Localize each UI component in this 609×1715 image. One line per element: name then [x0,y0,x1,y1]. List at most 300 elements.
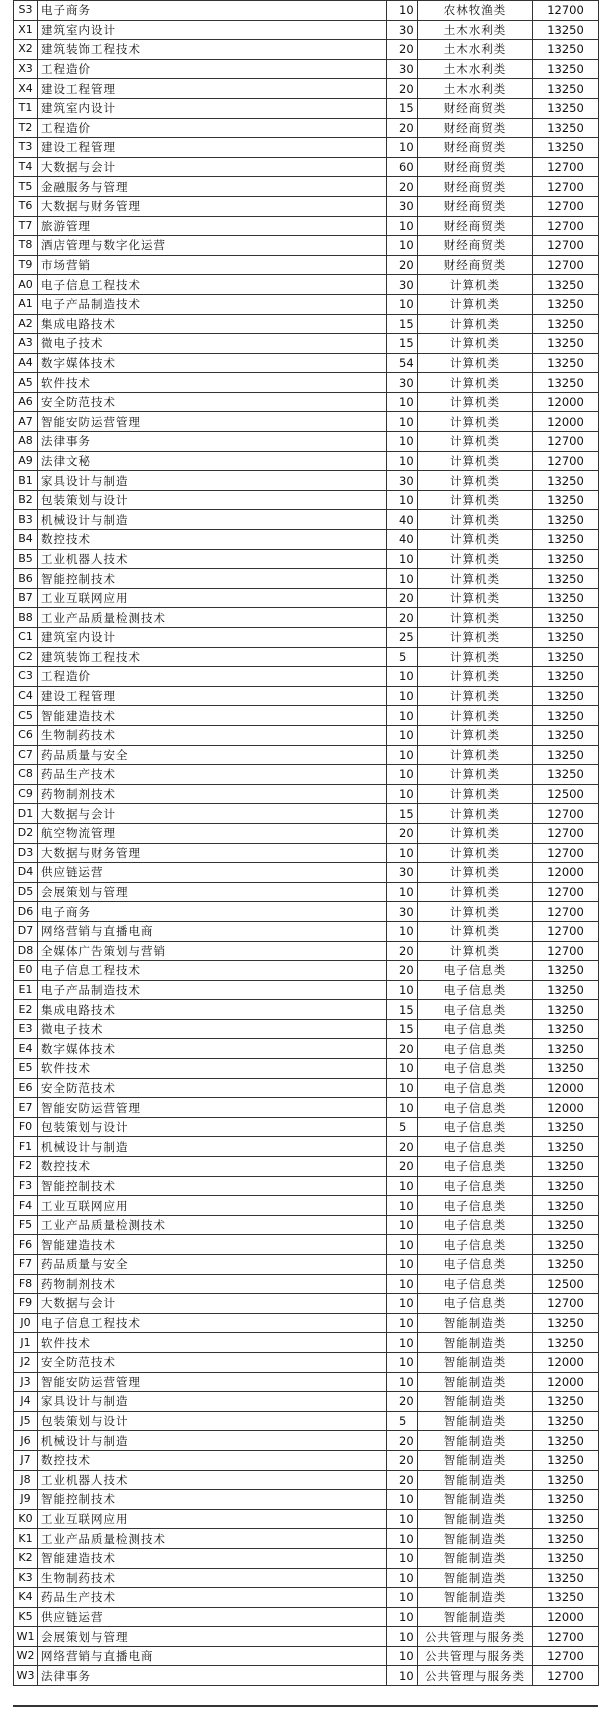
category-cell: 土木水利类 [418,79,533,99]
enrollment-count-cell: 10 [387,1255,418,1275]
major-name-cell: 智能控制技术 [38,1176,387,1196]
major-code-cell: E5 [14,1059,38,1079]
tuition-fee-cell: 12700 [533,804,599,824]
major-name-cell: 数控技术 [38,1157,387,1177]
category-cell: 计算机类 [418,294,533,314]
category-cell: 计算机类 [418,863,533,883]
major-code-cell: F9 [14,1294,38,1314]
table-row [14,804,599,824]
enrollment-count-cell: 10 [387,1333,418,1353]
category-cell: 计算机类 [418,921,533,941]
table-row [14,1176,599,1196]
category-cell: 计算机类 [418,549,533,569]
major-name-cell: 机械设计与制造 [38,1431,387,1451]
major-name-cell: 工程造价 [38,118,387,138]
table-row [14,961,599,981]
enrollment-count-cell: 20 [387,1157,418,1177]
major-name-cell: 工业产品质量检测技术 [38,1215,387,1235]
category-cell: 计算机类 [418,353,533,373]
table-row [14,138,599,158]
tuition-fee-cell: 13250 [533,79,599,99]
major-name-cell: 智能安防运营管理 [38,1098,387,1118]
major-code-cell: E7 [14,1098,38,1118]
table-row [14,157,599,177]
enrollment-count-cell: 10 [387,1313,418,1333]
category-cell: 电子信息类 [418,1059,533,1079]
major-code-cell: W1 [14,1627,38,1647]
major-name-cell: 药物制剂技术 [38,1274,387,1294]
major-name-cell: 集成电路技术 [38,314,387,334]
table-row [14,1568,599,1588]
enrollment-count-cell: 20 [387,1137,418,1157]
category-cell: 计算机类 [418,941,533,961]
enrollment-table-container [13,0,599,1686]
category-cell: 计算机类 [418,275,533,295]
major-code-cell: K3 [14,1568,38,1588]
tuition-fee-cell: 12700 [533,236,599,256]
major-name-cell: 智能建造技术 [38,1548,387,1568]
major-name-cell: 工业机器人技术 [38,1470,387,1490]
major-code-cell: J9 [14,1490,38,1510]
tuition-fee-cell: 12700 [533,1646,599,1666]
enrollment-count-cell: 10 [387,1352,418,1372]
tuition-fee-cell: 12700 [533,902,599,922]
major-name-cell: 软件技术 [38,1059,387,1079]
table-row [14,1098,599,1118]
major-code-cell: T7 [14,216,38,236]
category-cell: 电子信息类 [418,1098,533,1118]
major-name-cell: 药品生产技术 [38,1588,387,1608]
table-row [14,59,599,79]
major-code-cell: C3 [14,667,38,687]
category-cell: 计算机类 [418,765,533,785]
enrollment-count-cell: 20 [387,823,418,843]
table-row [14,1509,599,1529]
major-code-cell: K4 [14,1588,38,1608]
major-name-cell: 生物制药技术 [38,1568,387,1588]
table-row [14,882,599,902]
category-cell: 财经商贸类 [418,157,533,177]
major-name-cell: 建设工程管理 [38,79,387,99]
enrollment-count-cell: 10 [387,1509,418,1529]
major-name-cell: 工业产品质量检测技术 [38,1529,387,1549]
enrollment-count-cell: 10 [387,412,418,432]
tuition-fee-cell: 13250 [533,745,599,765]
major-code-cell: F0 [14,1117,38,1137]
tuition-fee-cell: 13250 [533,1059,599,1079]
major-name-cell: 法律事务 [38,432,387,452]
table-row [14,921,599,941]
major-code-cell: C9 [14,784,38,804]
enrollment-count-cell: 10 [387,549,418,569]
major-code-cell: B3 [14,510,38,530]
enrollment-count-cell: 20 [387,608,418,628]
category-cell: 财经商贸类 [418,138,533,158]
major-name-cell: 工程造价 [38,667,387,687]
enrollment-count-cell: 10 [387,1176,418,1196]
table-row [14,1,599,21]
major-code-cell: J1 [14,1333,38,1353]
major-code-cell: A7 [14,412,38,432]
category-cell: 计算机类 [418,392,533,412]
tuition-fee-cell: 13250 [533,569,599,589]
tuition-fee-cell: 13250 [533,1548,599,1568]
category-cell: 财经商贸类 [418,98,533,118]
enrollment-count-cell: 30 [387,196,418,216]
table-row [14,1588,599,1608]
category-cell: 智能制造类 [418,1548,533,1568]
category-cell: 电子信息类 [418,1137,533,1157]
major-code-cell: C5 [14,706,38,726]
major-name-cell: 智能安防运营管理 [38,1372,387,1392]
enrollment-count-cell: 10 [387,1078,418,1098]
category-cell: 计算机类 [418,490,533,510]
major-code-cell: C4 [14,686,38,706]
major-code-cell: D1 [14,804,38,824]
major-name-cell: 软件技术 [38,373,387,393]
major-code-cell: F7 [14,1255,38,1275]
major-name-cell: 数控技术 [38,530,387,550]
enrollment-count-cell: 10 [387,1372,418,1392]
enrollment-count-cell: 10 [387,1568,418,1588]
tuition-fee-cell: 13250 [533,1000,599,1020]
major-code-cell: C2 [14,647,38,667]
tuition-fee-cell: 12000 [533,1352,599,1372]
enrollment-count-cell: 20 [387,177,418,197]
category-cell: 电子信息类 [418,1000,533,1020]
major-name-cell: 市场营销 [38,255,387,275]
enrollment-count-cell: 54 [387,353,418,373]
table-row [14,1019,599,1039]
major-code-cell: A5 [14,373,38,393]
tuition-fee-cell: 12700 [533,1627,599,1647]
table-row [14,1411,599,1431]
category-cell: 智能制造类 [418,1607,533,1627]
tuition-fee-cell: 13250 [533,1568,599,1588]
enrollment-count-cell: 20 [387,79,418,99]
category-cell: 智能制造类 [418,1490,533,1510]
major-name-cell: 家具设计与制造 [38,471,387,491]
tuition-fee-cell: 12000 [533,412,599,432]
major-code-cell: T4 [14,157,38,177]
enrollment-count-cell: 20 [387,40,418,60]
enrollment-count-cell: 10 [387,667,418,687]
tuition-fee-cell: 13250 [533,1215,599,1235]
major-code-cell: B4 [14,530,38,550]
tuition-fee-cell: 13250 [533,1196,599,1216]
table-row [14,1529,599,1549]
enrollment-count-cell: 20 [387,1431,418,1451]
table-row [14,1137,599,1157]
table-row [14,118,599,138]
tuition-fee-cell: 13250 [533,667,599,687]
major-code-cell: E4 [14,1039,38,1059]
major-name-cell: 包装策划与设计 [38,1117,387,1137]
table-row [14,980,599,1000]
enrollment-count-cell: 10 [387,1274,418,1294]
table-row [14,1215,599,1235]
table-row [14,177,599,197]
table-row [14,1333,599,1353]
tuition-fee-cell: 13250 [533,1117,599,1137]
tuition-fee-cell: 13250 [533,1411,599,1431]
tuition-fee-cell: 12000 [533,392,599,412]
major-code-cell: J5 [14,1411,38,1431]
enrollment-count-cell: 10 [387,216,418,236]
enrollment-count-cell: 10 [387,1529,418,1549]
table-row [14,1117,599,1137]
table-row [14,765,599,785]
enrollment-count-cell: 10 [387,843,418,863]
tuition-fee-cell: 12700 [533,177,599,197]
major-name-cell: 软件技术 [38,1333,387,1353]
table-row [14,1294,599,1314]
enrollment-count-cell: 20 [387,588,418,608]
enrollment-count-cell: 5 [387,1411,418,1431]
table-row [14,451,599,471]
enrollment-count-cell: 30 [387,59,418,79]
table-row [14,471,599,491]
category-cell: 计算机类 [418,569,533,589]
category-cell: 计算机类 [418,412,533,432]
table-row [14,863,599,883]
major-name-cell: 药物制剂技术 [38,784,387,804]
tuition-fee-cell: 13250 [533,1019,599,1039]
major-name-cell: 电子产品制造技术 [38,980,387,1000]
major-name-cell: 建筑室内设计 [38,20,387,40]
major-name-cell: 集成电路技术 [38,1000,387,1020]
major-code-cell: E1 [14,980,38,1000]
major-code-cell: B1 [14,471,38,491]
table-row [14,334,599,354]
tuition-fee-cell: 12000 [533,1607,599,1627]
major-code-cell: J2 [14,1352,38,1372]
table-row [14,255,599,275]
table-row [14,608,599,628]
major-code-cell: A1 [14,294,38,314]
table-row [14,1255,599,1275]
enrollment-count-cell: 40 [387,530,418,550]
major-name-cell: 大数据与财务管理 [38,843,387,863]
major-code-cell: S3 [14,1,38,21]
enrollment-count-cell: 10 [387,921,418,941]
category-cell: 计算机类 [418,530,533,550]
major-code-cell: J0 [14,1313,38,1333]
category-cell: 计算机类 [418,745,533,765]
major-code-cell: D2 [14,823,38,843]
category-cell: 智能制造类 [418,1529,533,1549]
enrollment-count-cell: 30 [387,863,418,883]
major-name-cell: 智能安防运营管理 [38,412,387,432]
tuition-fee-cell: 13250 [533,59,599,79]
table-row [14,706,599,726]
major-code-cell: A4 [14,353,38,373]
major-code-cell: A2 [14,314,38,334]
category-cell: 智能制造类 [418,1450,533,1470]
major-name-cell: 智能控制技术 [38,1490,387,1510]
major-name-cell: 包装策划与设计 [38,1411,387,1431]
table-row [14,79,599,99]
major-name-cell: 会展策划与管理 [38,882,387,902]
major-code-cell: F2 [14,1157,38,1177]
major-code-cell: C7 [14,745,38,765]
table-row [14,490,599,510]
major-code-cell: K2 [14,1548,38,1568]
enrollment-count-cell: 10 [387,1548,418,1568]
tuition-fee-cell: 12700 [533,843,599,863]
table-row [14,40,599,60]
category-cell: 智能制造类 [418,1470,533,1490]
category-cell: 电子信息类 [418,1235,533,1255]
category-cell: 计算机类 [418,314,533,334]
tuition-fee-cell: 12000 [533,1372,599,1392]
table-row [14,510,599,530]
tuition-fee-cell: 12700 [533,196,599,216]
category-cell: 电子信息类 [418,1274,533,1294]
table-row [14,1196,599,1216]
enrollment-count-cell: 10 [387,1196,418,1216]
tuition-fee-cell: 13250 [533,549,599,569]
enrollment-count-cell: 20 [387,255,418,275]
tuition-fee-cell: 13250 [533,510,599,530]
major-name-cell: 供应链运营 [38,863,387,883]
major-name-cell: 大数据与会计 [38,157,387,177]
tuition-fee-cell: 12000 [533,863,599,883]
tuition-fee-cell: 12000 [533,1098,599,1118]
enrollment-count-cell: 10 [387,1627,418,1647]
major-name-cell: 生物制药技术 [38,725,387,745]
category-cell: 电子信息类 [418,1176,533,1196]
major-name-cell: 微电子技术 [38,1019,387,1039]
enrollment-count-cell: 20 [387,1450,418,1470]
major-name-cell: 电子商务 [38,902,387,922]
major-name-cell: 药品质量与安全 [38,1255,387,1275]
tuition-fee-cell: 13250 [533,1431,599,1451]
category-cell: 财经商贸类 [418,236,533,256]
tuition-fee-cell: 12500 [533,1274,599,1294]
category-cell: 电子信息类 [418,1019,533,1039]
table-row [14,1372,599,1392]
enrollment-count-cell: 15 [387,314,418,334]
enrollment-count-cell: 10 [387,569,418,589]
enrollment-count-cell: 20 [387,1470,418,1490]
major-code-cell: C6 [14,725,38,745]
major-code-cell: T5 [14,177,38,197]
major-name-cell: 航空物流管理 [38,823,387,843]
major-name-cell: 建筑装饰工程技术 [38,647,387,667]
enrollment-count-cell: 10 [387,765,418,785]
major-name-cell: 包装策划与设计 [38,490,387,510]
tuition-fee-cell: 13250 [533,1529,599,1549]
enrollment-count-cell: 10 [387,1490,418,1510]
table-row [14,1000,599,1020]
tuition-fee-cell: 13250 [533,961,599,981]
major-code-cell: E2 [14,1000,38,1020]
major-name-cell: 法律事务 [38,1666,387,1686]
tuition-fee-cell: 13250 [533,40,599,60]
category-cell: 土木水利类 [418,40,533,60]
category-cell: 计算机类 [418,334,533,354]
category-cell: 土木水利类 [418,20,533,40]
table-row [14,294,599,314]
major-code-cell: X2 [14,40,38,60]
enrollment-count-cell: 20 [387,941,418,961]
category-cell: 智能制造类 [418,1392,533,1412]
table-row [14,98,599,118]
enrollment-count-cell: 30 [387,373,418,393]
category-cell: 计算机类 [418,823,533,843]
table-row [14,275,599,295]
major-code-cell: A3 [14,334,38,354]
major-code-cell: D8 [14,941,38,961]
table-row [14,823,599,843]
major-code-cell: D4 [14,863,38,883]
enrollment-count-cell: 25 [387,628,418,648]
table-row [14,1646,599,1666]
category-cell: 计算机类 [418,510,533,530]
major-name-cell: 法律文秘 [38,451,387,471]
enrollment-count-cell: 15 [387,98,418,118]
tuition-fee-cell: 13250 [533,334,599,354]
table-row [14,1666,599,1686]
major-name-cell: 电子信息工程技术 [38,961,387,981]
major-code-cell: T1 [14,98,38,118]
tuition-fee-cell: 12700 [533,255,599,275]
table-row [14,432,599,452]
enrollment-count-cell: 15 [387,804,418,824]
table-row [14,569,599,589]
category-cell: 计算机类 [418,628,533,648]
tuition-fee-cell: 13250 [533,1490,599,1510]
major-name-cell: 金融服务与管理 [38,177,387,197]
tuition-fee-cell: 12000 [533,1078,599,1098]
table-row [14,353,599,373]
major-name-cell: 工业机器人技术 [38,549,387,569]
major-code-cell: J6 [14,1431,38,1451]
category-cell: 农林牧渔类 [418,1,533,21]
tuition-fee-cell: 13250 [533,275,599,295]
table-row [14,784,599,804]
category-cell: 公共管理与服务类 [418,1666,533,1686]
category-cell: 电子信息类 [418,1255,533,1275]
tuition-fee-cell: 13250 [533,98,599,118]
table-row [14,530,599,550]
tuition-fee-cell: 13250 [533,1137,599,1157]
table-row [14,1157,599,1177]
table-row [14,1607,599,1627]
major-code-cell: D5 [14,882,38,902]
enrollment-count-cell: 10 [387,432,418,452]
table-row [14,373,599,393]
major-name-cell: 大数据与财务管理 [38,196,387,216]
tuition-fee-cell: 12700 [533,216,599,236]
major-name-cell: 智能控制技术 [38,569,387,589]
major-code-cell: D6 [14,902,38,922]
category-cell: 计算机类 [418,451,533,471]
major-code-cell: J8 [14,1470,38,1490]
enrollment-count-cell: 10 [387,980,418,1000]
category-cell: 计算机类 [418,471,533,491]
enrollment-count-cell: 30 [387,20,418,40]
tuition-fee-cell: 12700 [533,157,599,177]
table-row [14,392,599,412]
major-name-cell: 工业互联网应用 [38,1196,387,1216]
table-bottom-border [13,1705,598,1707]
major-name-cell: 电子商务 [38,1,387,21]
enrollment-count-cell: 15 [387,334,418,354]
enrollment-count-cell: 10 [387,1,418,21]
enrollment-count-cell: 10 [387,1059,418,1079]
